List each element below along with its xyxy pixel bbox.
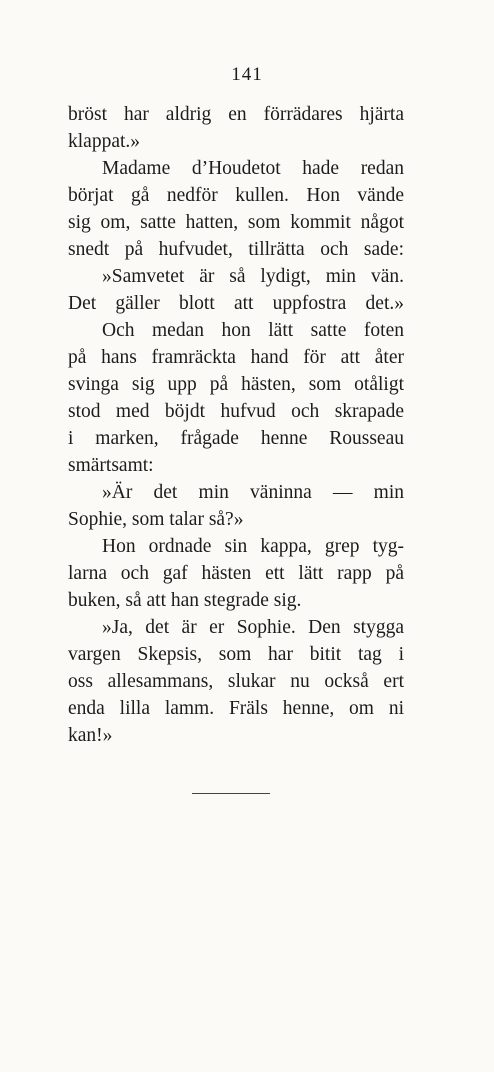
text-line: stod med böjdt hufvud och skrapade xyxy=(68,401,404,422)
text-line: klappat.» xyxy=(68,131,141,152)
text-line: Madame d’Houdetot hade redan xyxy=(102,158,404,179)
body-text xyxy=(68,101,404,749)
page-number: 141 xyxy=(231,64,263,85)
text-line: i marken, frågade henne Rousseau xyxy=(68,428,404,449)
text-line: enda lilla lamm. Fräls henne, om ni xyxy=(68,698,404,719)
text-line: vargen Skepsis, som har bitit tag i xyxy=(68,644,404,665)
text-line: svinga sig upp på hästen, som otåligt xyxy=(68,374,404,395)
text-line: smärtsamt: xyxy=(68,455,154,476)
text-line: snedt på hufvudet, tillrätta och sade: xyxy=(68,239,404,260)
text-line: Och medan hon lätt satte foten xyxy=(102,320,404,341)
text-line: börjat gå nedför kullen. Hon vände xyxy=(68,185,404,206)
text-line: »Samvetet är så lydigt, min vän. xyxy=(102,266,404,287)
text-line: på hans framräckta hand för att åter xyxy=(68,347,404,368)
text-line: Sophie, som talar så?» xyxy=(68,509,244,530)
section-divider xyxy=(192,793,270,794)
text-line: Hon ordnade sin kappa, grep tyg- xyxy=(102,536,404,557)
text-line: sig om, satte hatten, som kommit något xyxy=(68,212,404,233)
text-line: buken, så att han stegrade sig. xyxy=(68,590,302,611)
text-line: oss allesammans, slukar nu också ert xyxy=(68,671,404,692)
text-line: kan!» xyxy=(68,725,113,746)
text-line: bröst har aldrig en förrädares hjärta xyxy=(68,104,404,125)
text-line: »Ja, det är er Sophie. Den stygga xyxy=(102,617,404,638)
text-line: Det gäller blott att uppfostra det.» xyxy=(68,293,404,314)
text-line: larna och gaf hästen ett lätt rapp på xyxy=(68,563,404,584)
text-line: »Är det min väninna — min xyxy=(102,482,404,503)
